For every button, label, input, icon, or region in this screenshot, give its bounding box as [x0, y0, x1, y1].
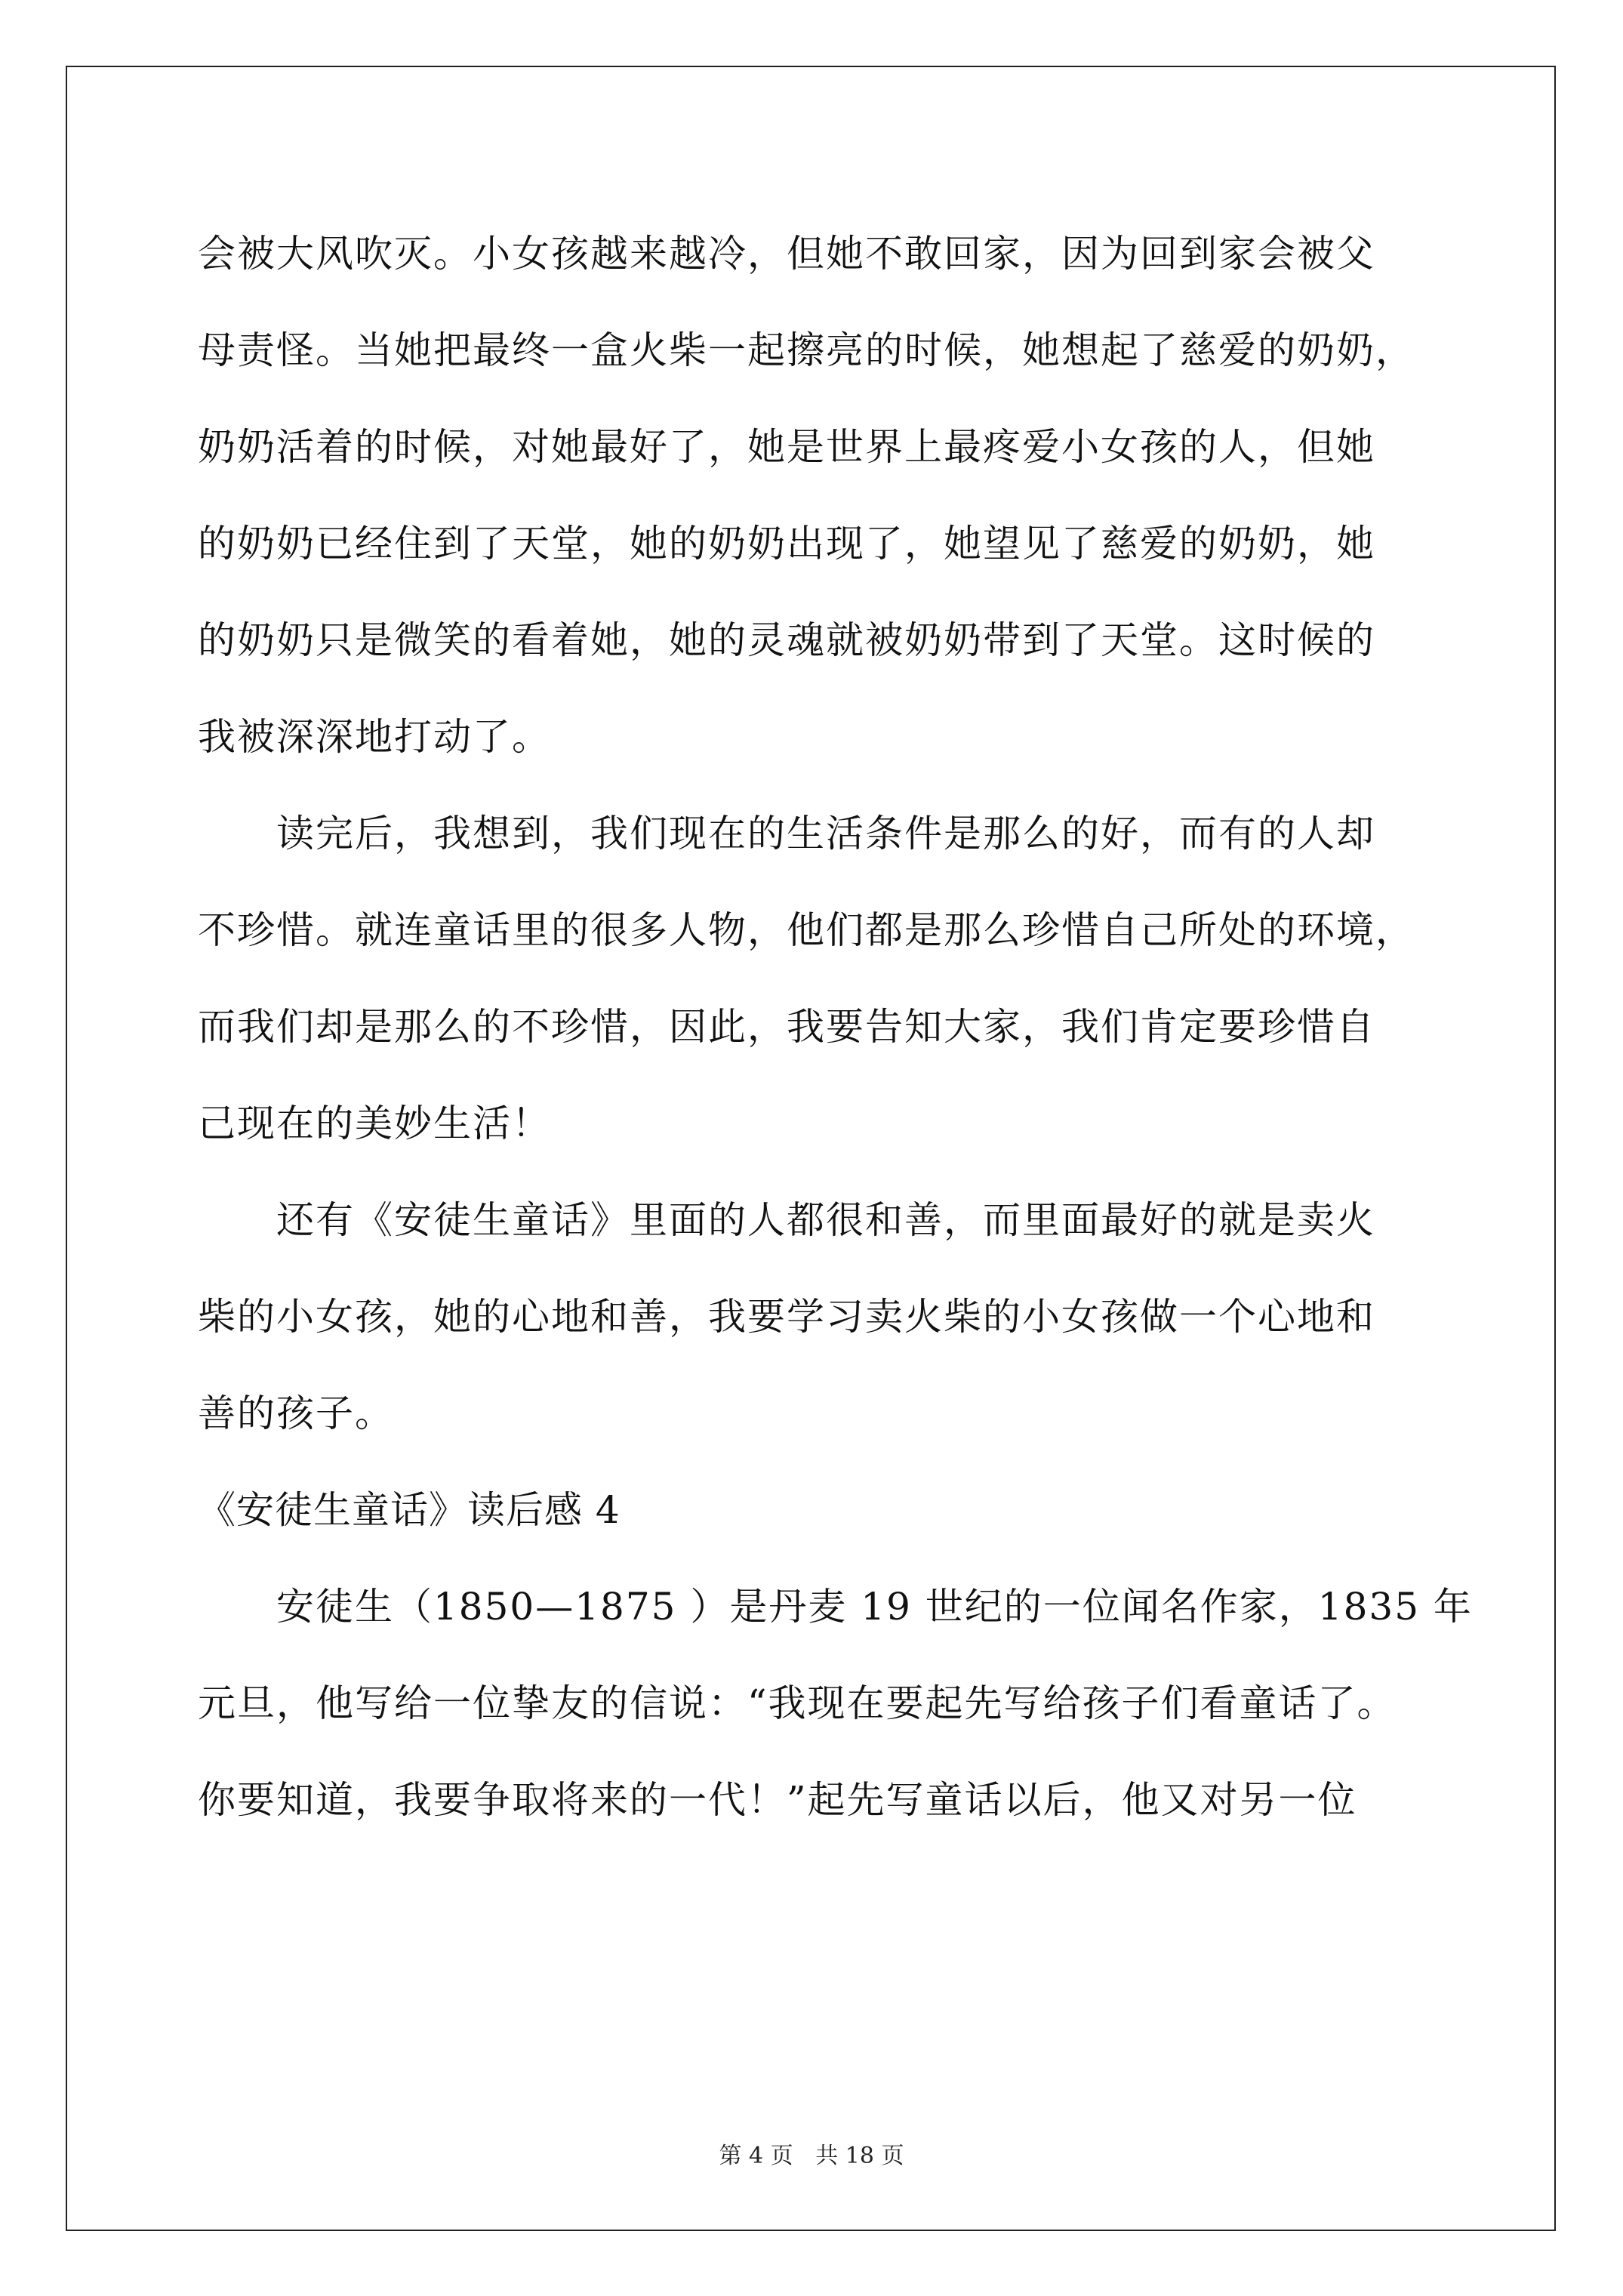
text-line: 不珍惜。就连童话里的很多人物，他们都是那么珍惜自己所处的环境，: [198, 908, 1415, 952]
text-line: 你要知道，我要争取将来的一代！”起先写童话以后，他又对另一位: [198, 1778, 1357, 1822]
text-line: 奶奶活着的时候，对她最好了，她是世界上最疼爱小女孩的人，但她: [198, 425, 1375, 469]
paragraph-start-line: 读完后，我想到，我们现在的生活条件是那么的好，而有的人却: [276, 812, 1375, 855]
page-total: 共 18 页: [815, 2143, 904, 2169]
text-line: 的奶奶只是微笑的看着她，她的灵魂就被奶奶带到了天堂。这时候的: [198, 618, 1375, 662]
text-line: 元旦，他写给一位挚友的信说：“我现在要起先写给孩子们看童话了。: [198, 1681, 1397, 1725]
text-line: 而我们却是那么的不珍惜，因此，我要告知大家，我们肯定要珍惜自: [198, 1005, 1375, 1049]
page-number: 第 4 页: [719, 2143, 793, 2169]
text-line: 母责怪。当她把最终一盒火柴一起擦亮的时候，她想起了慈爱的奶奶，: [198, 328, 1415, 372]
text-line: 柴的小女孩，她的心地和善，我要学习卖火柴的小女孩做一个心地和: [198, 1295, 1375, 1339]
paragraph-start-line: 还有《安徒生童话》里面的人都很和善，而里面最好的就是卖火: [276, 1198, 1375, 1242]
text-line: 善的孩子。: [198, 1391, 394, 1435]
section-heading: 《安徒生童话》读后感 4: [198, 1488, 621, 1532]
text-line: 的奶奶已经住到了天堂，她的奶奶出现了，她望见了慈爱的奶奶，她: [198, 522, 1375, 566]
text-line: 会被大风吹灭。小女孩越来越冷，但她不敢回家，因为回到家会被父: [198, 232, 1375, 276]
document-body: [198, 205, 1473, 1848]
paragraph-start-line: 安徒生（1850—1875 ）是丹麦 19 世纪的一位闻名作家，1835 年: [276, 1585, 1473, 1629]
text-line: 己现在的美妙生活！: [198, 1102, 551, 1145]
text-line: 我被深深地打动了。: [198, 715, 551, 759]
page-footer: [0, 2137, 1623, 2170]
